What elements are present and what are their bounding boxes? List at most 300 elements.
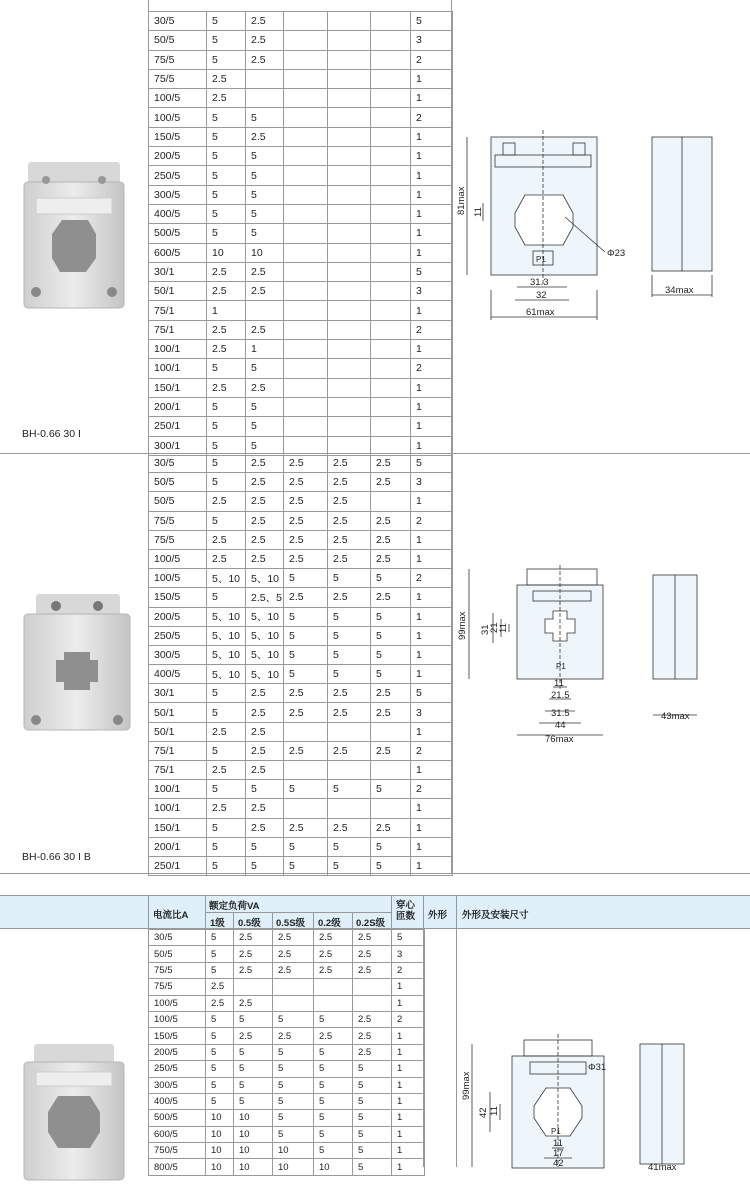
table-cell: 5 [246,837,284,856]
table-cell: 5 [207,204,246,223]
table-cell: 10 [314,1159,353,1175]
table-cell: 150/5 [149,127,207,146]
header-class-02s: 0.2S级 [356,918,386,929]
table-cell: 1 [392,1159,425,1175]
table-cell [328,799,371,818]
table-cell: 5 [314,1093,353,1109]
table-cell: 5 [411,454,453,473]
table-cell: 2.5 [207,722,246,741]
dim-w215: 21.5 [551,690,570,701]
table-row [149,89,453,108]
table-cell: 2.5 [246,761,284,780]
table-cell: 2.5 [246,320,284,339]
table-cell: 5 [314,1110,353,1126]
table-cell [328,417,371,436]
table-cell: 2 [411,780,453,799]
table-cell: 1 [392,1093,425,1109]
table-cell: 1 [411,378,453,397]
table-cell: 1 [411,645,453,664]
table-cell: 2.5 [246,127,284,146]
table-cell: 5 [411,684,453,703]
table-cell: 300/5 [149,1077,206,1093]
table-cell [328,69,371,88]
table-cell: 2.5 [328,741,371,760]
table-cell: 5 [234,1011,273,1027]
table-cell [371,243,411,262]
table-cell: 5 [207,473,246,492]
product-photo-30I [22,160,126,310]
table-cell: 50/5 [149,473,207,492]
table-cell: 2 [411,741,453,760]
table-row [149,301,453,320]
dim-h21: 21 [489,622,500,633]
table-cell [371,262,411,281]
table-cell: 2.5 [246,818,284,837]
table-cell: 5 [207,147,246,166]
table-cell [273,979,314,995]
table-cell: 5 [371,626,411,645]
table-cell: 5 [246,224,284,243]
table-cell [284,224,328,243]
table-cell: 300/5 [149,185,207,204]
table-cell: 5 [273,1044,314,1060]
table-cell: 5 [207,166,246,185]
table-row [149,359,453,378]
table-cell: 2.5 [246,741,284,760]
table-cell [284,340,328,359]
table-cell: 5、10 [207,607,246,626]
table-cell: 1 [411,818,453,837]
table-cell: 2.5 [328,511,371,530]
table-row [149,108,453,127]
table-cell: 150/5 [149,588,207,607]
section-2-bottom-border [0,873,750,874]
table-cell: 10 [273,1143,314,1159]
table-cell: 2.5 [246,511,284,530]
table-cell: 5 [314,1077,353,1093]
table-row [149,1159,425,1175]
table-row [149,665,453,684]
product-photo-60I [22,1040,126,1167]
table-cell: 2.5、5 [246,588,284,607]
table-cell [328,301,371,320]
table-cell: 1 [392,1143,425,1159]
table-cell: 2.5 [328,549,371,568]
table-cell: 2 [411,108,453,127]
table-cell: 150/1 [149,818,207,837]
table-cell: 1 [207,301,246,320]
terminal-p1: P1 [556,662,566,671]
table-row [149,185,453,204]
table-cell: 2.5 [284,454,328,473]
table-cell: 10 [234,1159,273,1175]
table-cell: 800/5 [149,1159,206,1175]
table-cell: 5 [284,665,328,684]
table-cell [284,359,328,378]
table-cell: 3 [411,31,453,50]
table-cell: 5、10 [207,665,246,684]
table-cell: 150/1 [149,378,207,397]
dim-h31: 31 [480,624,491,635]
table-cell: 2.5 [234,962,273,978]
table-cell: 1 [411,127,453,146]
table-cell: 30/5 [149,12,207,31]
table-cell: 2.5 [273,946,314,962]
table-cell: 5 [284,569,328,588]
table-cell: 2.5 [246,31,284,50]
table-cell: 5 [207,108,246,127]
table-cell: 2.5 [246,282,284,301]
table-cell: 1 [392,979,425,995]
table-cell: 5 [206,1028,234,1044]
table-row [149,12,453,31]
table-cell: 5 [207,397,246,416]
table-cell: 400/5 [149,1093,206,1109]
table-cell: 2.5 [353,1028,392,1044]
section-1-spec-table [148,11,453,456]
table-cell: 100/1 [149,359,207,378]
table-cell: 100/5 [149,549,207,568]
table-cell: 2.5 [206,979,234,995]
table-cell: 2.5 [328,473,371,492]
table-cell: 10 [234,1110,273,1126]
table-cell: 2.5 [234,1028,273,1044]
terminal-p1: P1 [551,1127,561,1136]
table-cell [328,397,371,416]
table-cell: 5 [246,856,284,875]
table-cell: 2.5 [328,492,371,511]
table-cell: 2.5 [371,530,411,549]
table-cell: 5 [207,837,246,856]
table-cell: 2.5 [314,930,353,946]
table-cell: 5 [353,1159,392,1175]
table-cell [371,417,411,436]
table-cell [328,127,371,146]
table-cell [328,359,371,378]
table-cell: 1 [411,530,453,549]
table-cell [371,799,411,818]
header-load: 额定负荷VA [209,901,260,912]
table-cell: 2 [411,359,453,378]
header-divider [313,912,314,929]
table-cell [284,108,328,127]
table-row [149,1077,425,1093]
dimension-drawing-30I [455,125,745,325]
table-cell: 5 [246,185,284,204]
table-cell: 5 [314,1011,353,1027]
table-cell: 2.5 [207,262,246,281]
table-cell [371,397,411,416]
table-cell: 1 [392,1077,425,1093]
table-cell: 5 [206,1093,234,1109]
table-row [149,703,453,722]
table-cell: 10 [206,1126,234,1142]
table-cell: 5 [314,1126,353,1142]
table-cell [314,995,353,1011]
table-row [149,607,453,626]
table-row [149,1044,425,1060]
table-row [149,761,453,780]
table-row [149,1028,425,1044]
table-cell: 2.5 [371,818,411,837]
table-cell: 1 [411,204,453,223]
model-label: BH-0.66 30 I B [22,851,91,863]
dim-w11: 11 [553,1138,563,1149]
table-row [149,147,453,166]
table-cell: 2.5 [328,530,371,549]
table-row [149,837,453,856]
table-cell: 2.5 [246,262,284,281]
dim-h42: 42 [478,1107,489,1118]
table-cell: 2.5 [284,741,328,760]
dim-w42: 42 [553,1158,564,1169]
table-cell: 2.5 [353,930,392,946]
table-cell: 2.5 [207,761,246,780]
table-cell [328,224,371,243]
table-cell: 5 [234,1044,273,1060]
table-cell: 5 [207,12,246,31]
table-cell [284,50,328,69]
table-cell [284,147,328,166]
table-cell: 2.5 [371,741,411,760]
table-cell: 30/5 [149,930,206,946]
table-cell: 5、10 [207,626,246,645]
table-cell: 200/1 [149,397,207,416]
table-cell [284,185,328,204]
table-cell: 1 [411,549,453,568]
table-cell: 2.5 [284,511,328,530]
table-cell [284,166,328,185]
table-cell: 2.5 [314,946,353,962]
table-cell: 75/1 [149,320,207,339]
table-row [149,1143,425,1159]
table-cell: 5 [314,1044,353,1060]
header-class-1: 1级 [210,918,225,929]
table-row [149,69,453,88]
dim-w44: 44 [555,720,566,731]
table-cell: 5 [314,1061,353,1077]
table-cell: 2.5 [314,962,353,978]
table-cell [371,301,411,320]
table-cell [328,50,371,69]
table-cell: 2.5 [328,454,371,473]
dim-hole: Φ31 [588,1062,607,1073]
table-cell: 2.5 [371,684,411,703]
table-row [149,645,453,664]
header-class-05: 0.5级 [238,918,261,929]
table-cell: 250/5 [149,166,207,185]
table-row [149,930,425,946]
table-cell: 10 [234,1126,273,1142]
table-cell: 5 [246,436,284,455]
table-cell [234,979,273,995]
table-cell: 5 [206,962,234,978]
table-cell: 5、10 [246,645,284,664]
table-row [149,50,453,69]
table-cell: 5、10 [207,569,246,588]
table-cell: 5 [234,1077,273,1093]
table-row [149,492,453,511]
table-row [149,1093,425,1109]
table-cell: 2.5 [284,492,328,511]
table-cell: 2 [411,320,453,339]
table-cell: 2.5 [246,722,284,741]
table-cell: 5 [328,569,371,588]
table-cell: 5 [284,607,328,626]
table-cell [371,722,411,741]
dim-height: 81max [456,186,467,215]
dimension-drawing-30IB [455,565,745,745]
table-cell: 5 [246,359,284,378]
table-cell: 1 [392,1126,425,1142]
table-cell: 30/1 [149,262,207,281]
table-cell [328,378,371,397]
table-cell: 100/1 [149,799,207,818]
dim-h11: 11 [498,623,509,633]
table-cell: 5 [273,1011,314,1027]
table-cell: 2.5 [234,995,273,1011]
header-divider [352,912,353,929]
table-cell: 75/5 [149,530,207,549]
table-cell: 2.5 [246,684,284,703]
table-cell: 5 [371,665,411,684]
header-divider [456,895,457,1167]
table-cell: 5 [206,1011,234,1027]
table-cell: 5 [328,645,371,664]
table-row [149,204,453,223]
table-cell: 5 [273,1077,314,1093]
table-row [149,962,425,978]
table-cell: 5 [207,436,246,455]
table-cell [371,89,411,108]
table-cell: 1 [411,436,453,455]
model-label: BH-0.66 30 I [22,428,81,440]
table-cell [371,108,411,127]
table-cell: 2.5 [284,549,328,568]
table-cell: 10 [273,1159,314,1175]
table-cell: 1 [411,856,453,875]
table-cell: 2.5 [353,946,392,962]
table-cell: 2.5 [246,50,284,69]
table-cell: 75/1 [149,301,207,320]
table-cell: 2.5 [273,1028,314,1044]
table-cell: 1 [411,243,453,262]
table-cell: 2.5 [328,588,371,607]
table-cell: 250/1 [149,417,207,436]
table-cell: 500/5 [149,224,207,243]
table-cell: 600/5 [149,1126,206,1142]
header-class-05s: 0.5S级 [276,918,306,929]
table-cell [371,224,411,243]
table-cell: 2 [392,962,425,978]
header-install: 外形及安装尺寸 [462,910,529,921]
table-row [149,549,453,568]
table-cell: 250/5 [149,626,207,645]
table-row [149,1126,425,1142]
table-cell: 2.5 [246,454,284,473]
table-cell: 10 [206,1110,234,1126]
table-cell: 1 [411,837,453,856]
table-cell: 50/1 [149,703,207,722]
table-cell: 2.5 [371,473,411,492]
table-cell: 5 [207,511,246,530]
table-cell: 250/5 [149,1061,206,1077]
table-cell: 10 [206,1143,234,1159]
table-cell: 5 [206,1077,234,1093]
table-cell: 5 [371,645,411,664]
table-cell: 5 [284,856,328,875]
table-cell: 2.5 [328,818,371,837]
dim-w315: 31.5 [551,708,570,719]
table-cell: 2.5 [371,454,411,473]
dim-w11: 11 [554,678,564,689]
table-cell: 2.5 [207,89,246,108]
terminal-p1: P1 [536,255,546,264]
table-row [149,320,453,339]
table-cell: 5 [207,741,246,760]
dim-hole: Φ23 [607,248,626,259]
table-cell: 100/5 [149,569,207,588]
table-cell [246,69,284,88]
table-row [149,684,453,703]
dim-width: 76max [545,734,574,745]
table-cell: 5 [273,1061,314,1077]
table-cell: 5 [273,1110,314,1126]
table-cell: 5 [353,1093,392,1109]
table-cell [284,243,328,262]
table-cell [284,761,328,780]
table-cell [284,378,328,397]
table-cell [328,166,371,185]
table-row [149,127,453,146]
table-cell [328,262,371,281]
dim-depth: 41max [648,1162,677,1173]
table-row [149,340,453,359]
table-cell: 5、10 [246,626,284,645]
table-cell: 50/5 [149,946,206,962]
dim-w17: 17 [553,1148,564,1159]
table-cell: 5 [353,1143,392,1159]
table-cell: 1 [246,340,284,359]
table-cell [371,127,411,146]
table-cell: 2.5 [246,492,284,511]
table-cell: 200/5 [149,607,207,626]
table-cell: 5 [207,417,246,436]
table-cell: 5、10 [246,607,284,626]
table-cell: 5、10 [246,665,284,684]
table-row [149,818,453,837]
table-cell: 5 [371,856,411,875]
table-cell: 200/5 [149,147,207,166]
table-cell [328,185,371,204]
table-row [149,995,425,1011]
table-row [149,626,453,645]
table-cell: 2.5 [314,1028,353,1044]
table-cell [246,301,284,320]
table-cell: 1 [411,340,453,359]
table-cell: 100/5 [149,995,206,1011]
header-class-02: 0.2级 [318,918,341,929]
table-row [149,454,453,473]
table-cell: 150/5 [149,1028,206,1044]
table-cell: 2.5 [284,473,328,492]
table-cell: 5 [371,780,411,799]
table-cell [284,301,328,320]
table-cell [284,204,328,223]
table-cell: 2.5 [353,1044,392,1060]
table-cell: 1 [411,147,453,166]
table-cell [284,69,328,88]
